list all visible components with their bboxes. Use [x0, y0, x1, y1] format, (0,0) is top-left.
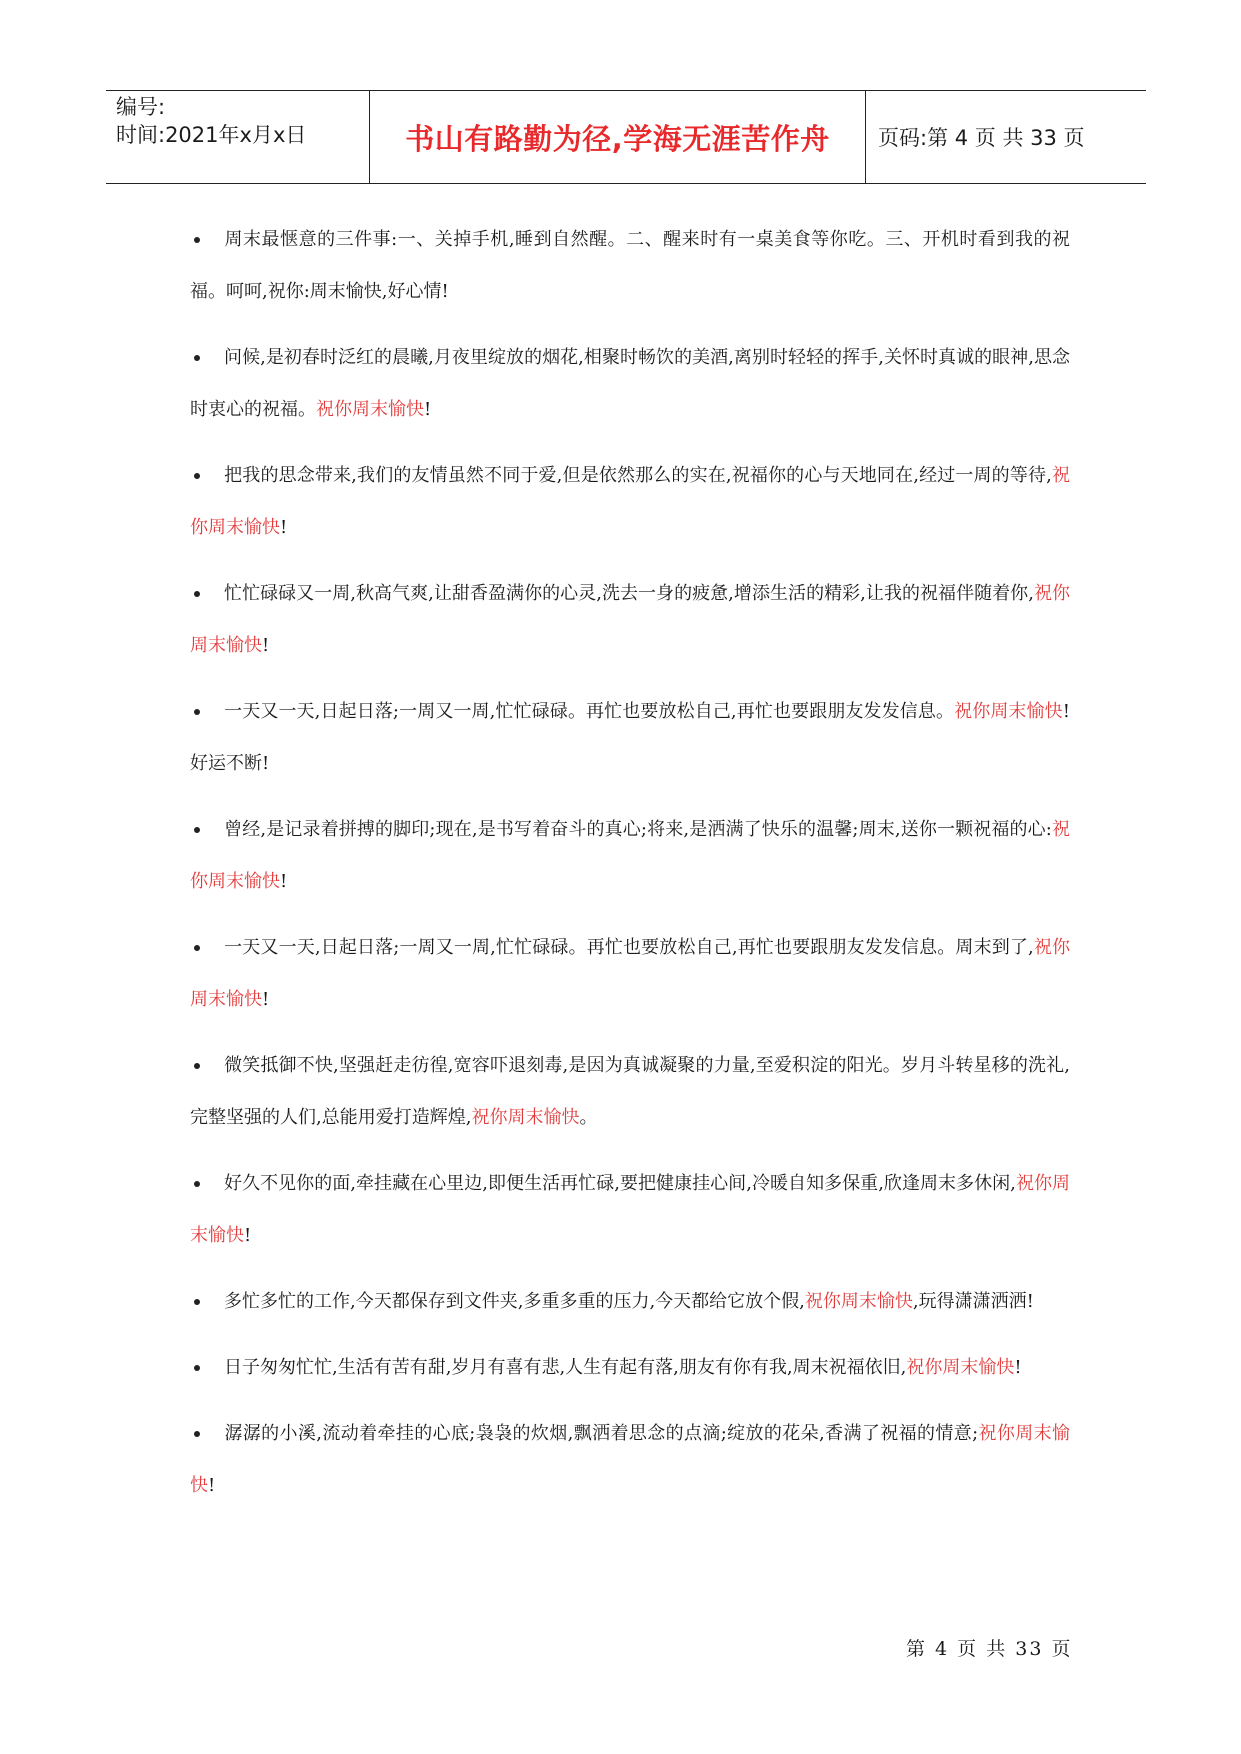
bullet-icon [190, 1342, 224, 1394]
number-label: 编号: [116, 95, 166, 119]
list-item: 把我的思念带来,我们的友情虽然不同于爱,但是依然那么的实在,祝福你的心与天地同在,经过一周的等待,祝你周末愉快! [190, 450, 1070, 554]
bullet-icon [190, 804, 224, 856]
list-item: 周末最惬意的三件事:一、关掉手机,睡到自然醒。二、醒来时有一桌美食等你吃。三、开机时看到我的祝福。呵呵,祝你:周末愉快,好心情! [190, 214, 1070, 318]
header-meta-cell [106, 91, 370, 183]
list-item: 微笑抵御不快,坚强赶走彷徨,宽容吓退刻毒,是因为真诚凝聚的力量,至爱积淀的阳光。岁月斗转星移的洗礼,完整坚强的人们,总能用爱打造辉煌,祝你周末愉快。 [190, 1040, 1070, 1144]
bullet-icon [190, 1158, 224, 1210]
bullet-icon [190, 1276, 224, 1328]
list-item: 潺潺的小溪,流动着牵挂的心底;袅袅的炊烟,飘洒着思念的点滴;绽放的花朵,香满了祝福的情意;祝你周末愉快! [190, 1408, 1070, 1512]
list-item: 一天又一天,日起日落;一周又一周,忙忙碌碌。再忙也要放松自己,再忙也要跟朋友发发信息。祝你周末愉快!好运不断! [190, 686, 1070, 790]
document-header [106, 90, 1146, 184]
page-footer: 第 4 页 共 33 页 [906, 1638, 1073, 1660]
header-motto-cell [370, 91, 866, 183]
list-item: 多忙多忙的工作,今天都保存到文件夹,多重多重的压力,今天都给它放个假,祝你周末愉快,玩得潇潇洒洒! [190, 1276, 1070, 1328]
list-item: 问候,是初春时泛红的晨曦,月夜里绽放的烟花,相聚时畅饮的美酒,离别时轻轻的挥手,关怀时真诚的眼神,思念时衷心的祝福。祝你周末愉快! [190, 332, 1070, 436]
bullet-icon [190, 450, 224, 502]
bullet-icon [190, 568, 224, 620]
bullet-icon [190, 1408, 224, 1460]
header-page-cell [866, 91, 1146, 183]
bullet-icon [190, 214, 224, 266]
motto: 书山有路勤为径,学海无涯苦作舟 [405, 121, 830, 156]
bullet-icon [190, 686, 224, 738]
bullet-icon [190, 332, 224, 384]
list-item: 曾经,是记录着拼搏的脚印;现在,是书写着奋斗的真心;将来,是洒满了快乐的温馨;周末,送你一颗祝福的心:祝你周末愉快! [190, 804, 1070, 908]
list-item: 一天又一天,日起日落;一周又一周,忙忙碌碌。再忙也要放松自己,再忙也要跟朋友发发信息。周末到了,祝你周末愉快! [190, 922, 1070, 1026]
time-label: 时间:2021年x月x日 [116, 123, 307, 147]
bullet-icon [190, 1040, 224, 1092]
list-item: 忙忙碌碌又一周,秋高气爽,让甜香盈满你的心灵,洗去一身的疲惫,增添生活的精彩,让我的祝福伴随着你,祝你周末愉快! [190, 568, 1070, 672]
bullet-icon [190, 922, 224, 974]
list-item: 好久不见你的面,牵挂藏在心里边,即便生活再忙碌,要把健康挂心间,冷暖自知多保重,欣逢周末多休闲,祝你周末愉快! [190, 1158, 1070, 1262]
page-code: 页码:第 4 页 共 33 页 [878, 126, 1085, 150]
content-body [190, 214, 1070, 1526]
list-item: 日子匆匆忙忙,生活有苦有甜,岁月有喜有悲,人生有起有落,朋友有你有我,周末祝福依旧,祝你周末愉快! [190, 1342, 1070, 1394]
